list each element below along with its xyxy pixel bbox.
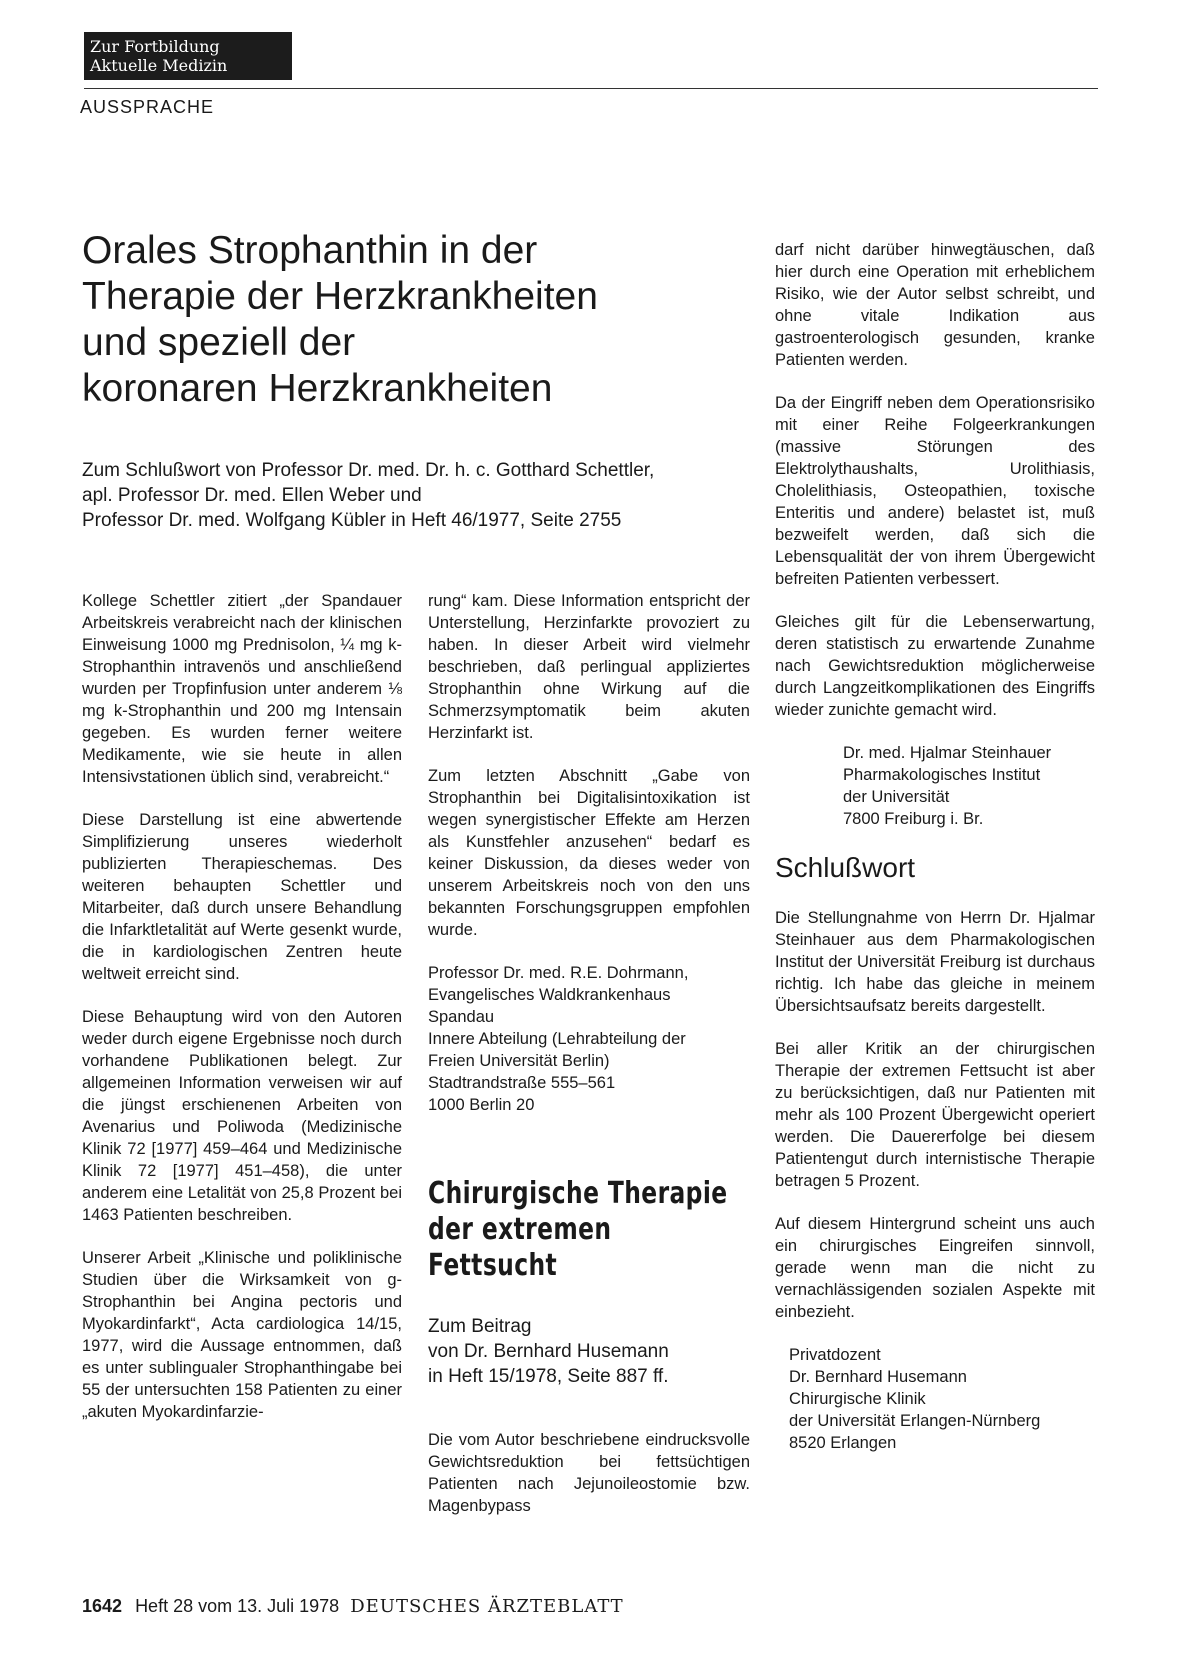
- subline-line: von Dr. Bernhard Husemann: [428, 1341, 669, 1362]
- paragraph: darf nicht darüber hinwegtäuschen, daß hier durch eine Operation mit erheblichem Risiko, wie der Autor selbst schreibt, und ohne vitale Indikation aus gastroenterologisch gesunden, kranke Patienten werden.: [775, 241, 1095, 369]
- subline-line: in Heft 15/1978, Seite 887 ff.: [428, 1366, 669, 1387]
- paragraph: Diese Darstellung ist eine abwertende Simplifizierung unseres wiederholt publizierten Therapieschemas. Des weiteren behaupten Schettler und Mitarbeiter, daß durch unsere Behandlung die Infarktletalität auf Werte gesenkt wurde, die in kardiologischen Zentren heute weltweit erreicht sind.: [82, 811, 402, 983]
- article2-subline: [428, 1314, 750, 1389]
- title-line: Chirurgische Therapie: [428, 1176, 728, 1211]
- article-subline: [82, 458, 772, 533]
- paragraph: Diese Behauptung wird von den Autoren weder durch eigene Ergebnisse noch durch vorhandene Publikationen belegt. Zur allgemeinen Information verweisen wir auf die jüngst erschienenen Arbeiten von Avenarius und Poliwoda (Medizinische Klinik 72 [1977] 459–464 und Medizinische Klinik 72 [1977] 451–458), die unter anderem eine Letalität von 25,8 Prozent bei 1463 Patienten beschreiben.: [82, 1008, 402, 1224]
- author-signature: [428, 962, 750, 1116]
- paragraph: Bei aller Kritik an der chirurgischen Therapie der extremen Fettsucht ist aber zu berücksichtigen, daß nur Patienten mit mehr als 100 Prozent Übergewicht operiert werden. Die Dauererfolge bei diesem Patientengut durch internistische Therapie betragen 5 Prozent.: [775, 1040, 1095, 1190]
- section-badge: [84, 32, 292, 80]
- text-column-2: [428, 590, 750, 1538]
- signature-line: Professor Dr. med. R.E. Dohrmann,: [428, 964, 689, 982]
- title-line: Therapie der Herzkrankheiten: [82, 275, 598, 318]
- magazine-name: DEUTSCHES ÄRZTEBLATT: [350, 1596, 624, 1617]
- signature-line: 1000 Berlin 20: [428, 1096, 535, 1114]
- page-number: 1642: [82, 1596, 123, 1616]
- paragraph: Gleiches gilt für die Lebenserwartung, deren statistisch zu erwartende Zunahme nach Gewichtsreduktion möglicherweise durch Langzeitkomplikationen des Eingriffs wieder zunichte gemacht wird.: [775, 613, 1095, 719]
- signature-line: Spandau: [428, 1008, 495, 1026]
- page-footer: [82, 1596, 624, 1617]
- author-signature: [775, 1344, 1095, 1454]
- issue-info: Heft 28 vom 13. Juli 1978: [135, 1596, 340, 1616]
- signature-line: Dr. med. Hjalmar Steinhauer: [843, 744, 1052, 762]
- section-label: AUSSPRACHE: [80, 97, 215, 117]
- signature-line: Chirurgische Klinik: [789, 1390, 926, 1408]
- paragraph: Unserer Arbeit „Klinische und poliklinische Studien über die Wirksamkeit von g-Strophanthin bei Angina pectoris und Myokardinfarkt“, Acta cardiologica 14/15, 1977, wird die Aussage entnommen, daß es unter sublingualer Strophanthingabe bei 55 der untersuchten 158 Patienten zu einer „akuten Myokardinfarzie-: [82, 1249, 402, 1421]
- signature-line: Evangelisches Waldkrankenhaus: [428, 986, 671, 1004]
- badge-line-1: Zur Fortbildung: [90, 37, 220, 56]
- signature-line: Pharmakologisches Institut: [843, 766, 1041, 784]
- schlusswort-heading: Schlußwort: [775, 852, 916, 883]
- text-column-1: [82, 590, 402, 1444]
- title-line: der extremen Fettsucht: [428, 1212, 612, 1283]
- paragraph: Zum letzten Abschnitt „Gabe von Strophanthin bei Digitalisintoxikation ist wegen synergistischer Effekte am Herzen als Kunstfehler anzusehen“ bedarf es keiner Diskussion, da dieses weder von unserem Arbeitskreis noch von den uns bekannten Forschungsgruppen empfohlen wurde.: [428, 767, 750, 939]
- signature-line: Dr. Bernhard Husemann: [789, 1368, 967, 1386]
- paragraph: Die vom Autor beschriebene eindrucksvolle Gewichtsreduktion bei fettsüchtigen Patienten nach Jejunoileostomie bzw. Magenbypass: [428, 1431, 750, 1515]
- article2-title: [428, 1176, 748, 1284]
- paragraph: Kollege Schettler zitiert „der Spandauer Arbeitskreis verabreicht nach der klinischen Einweisung 1000 mg Prednisolon, ¼ mg k-Strophanthin intravenös und anschließend wurden per Tropfinfusion unter anderem ⅛ mg k-Strophanthin und 200 mg Intensain gegeben. Es wurden ferner weitere Medikamente, wie sie heute in allen Intensivstationen üblich sind, verabreicht.“: [82, 592, 402, 786]
- header-rule: [84, 88, 1098, 89]
- title-line: Orales Strophanthin in der: [82, 229, 538, 272]
- text-column-3: [775, 239, 1095, 1475]
- paragraph: rung“ kam. Diese Information entspricht der Unterstellung, Herzinfarkte provoziert zu haben. In dieser Arbeit wird vielmehr beschrieben, daß perlingual appliziertes Strophanthin ohne Wirkung auf die Schmerzsymptomatik beim akuten Herzinfarkt ist.: [428, 592, 750, 742]
- paragraph: Auf diesem Hintergrund scheint uns auch ein chirurgisches Eingreifen sinnvoll, gerade wenn man die nicht zu vernachlässigenden sozialen Aspekte mit einbezieht.: [775, 1215, 1095, 1321]
- title-line: und speziell der: [82, 321, 356, 364]
- signature-line: 8520 Erlangen: [789, 1434, 897, 1452]
- subline-line: apl. Professor Dr. med. Ellen Weber und: [82, 485, 422, 506]
- signature-line: Innere Abteilung (Lehrabteilung der: [428, 1030, 686, 1048]
- signature-line: 7800 Freiburg i. Br.: [843, 810, 984, 828]
- paragraph: Da der Eingriff neben dem Operationsrisiko mit einer Reihe Folgeerkrankungen (massive Störungen des Elektrolythaushalts, Urolithiasis, Cholelithiasis, Osteopathien, toxische Enteritis und andere) belastet ist, muß bezweifelt werden, daß sich die Lebensqualität der von ihrem Übergewicht befreiten Patienten verbessert.: [775, 394, 1095, 588]
- signature-line: Privatdozent: [789, 1346, 881, 1364]
- signature-line: Freien Universität Berlin): [428, 1052, 610, 1070]
- signature-line: der Universität: [843, 788, 950, 806]
- subline-line: Zum Schlußwort von Professor Dr. med. Dr. h. c. Gotthard Schettler,: [82, 460, 655, 481]
- signature-line: der Universität Erlangen-Nürnberg: [789, 1412, 1041, 1430]
- badge-line-2: Aktuelle Medizin: [90, 56, 228, 75]
- paragraph: Die Stellungnahme von Herrn Dr. Hjalmar Steinhauer aus dem Pharmakologischen Institut der Universität Freiburg ist durchaus richtig. Ich habe das gleiche in meinem Übersichtsaufsatz bereits dargestellt.: [775, 909, 1095, 1015]
- signature-line: Stadtrandstraße 555–561: [428, 1074, 616, 1092]
- subline-line: Zum Beitrag: [428, 1316, 532, 1337]
- article-title: [82, 228, 702, 412]
- title-line: koronaren Herzkrankheiten: [82, 367, 553, 410]
- subline-line: Professor Dr. med. Wolfgang Kübler in Heft 46/1977, Seite 2755: [82, 510, 622, 531]
- author-signature: [775, 742, 1095, 830]
